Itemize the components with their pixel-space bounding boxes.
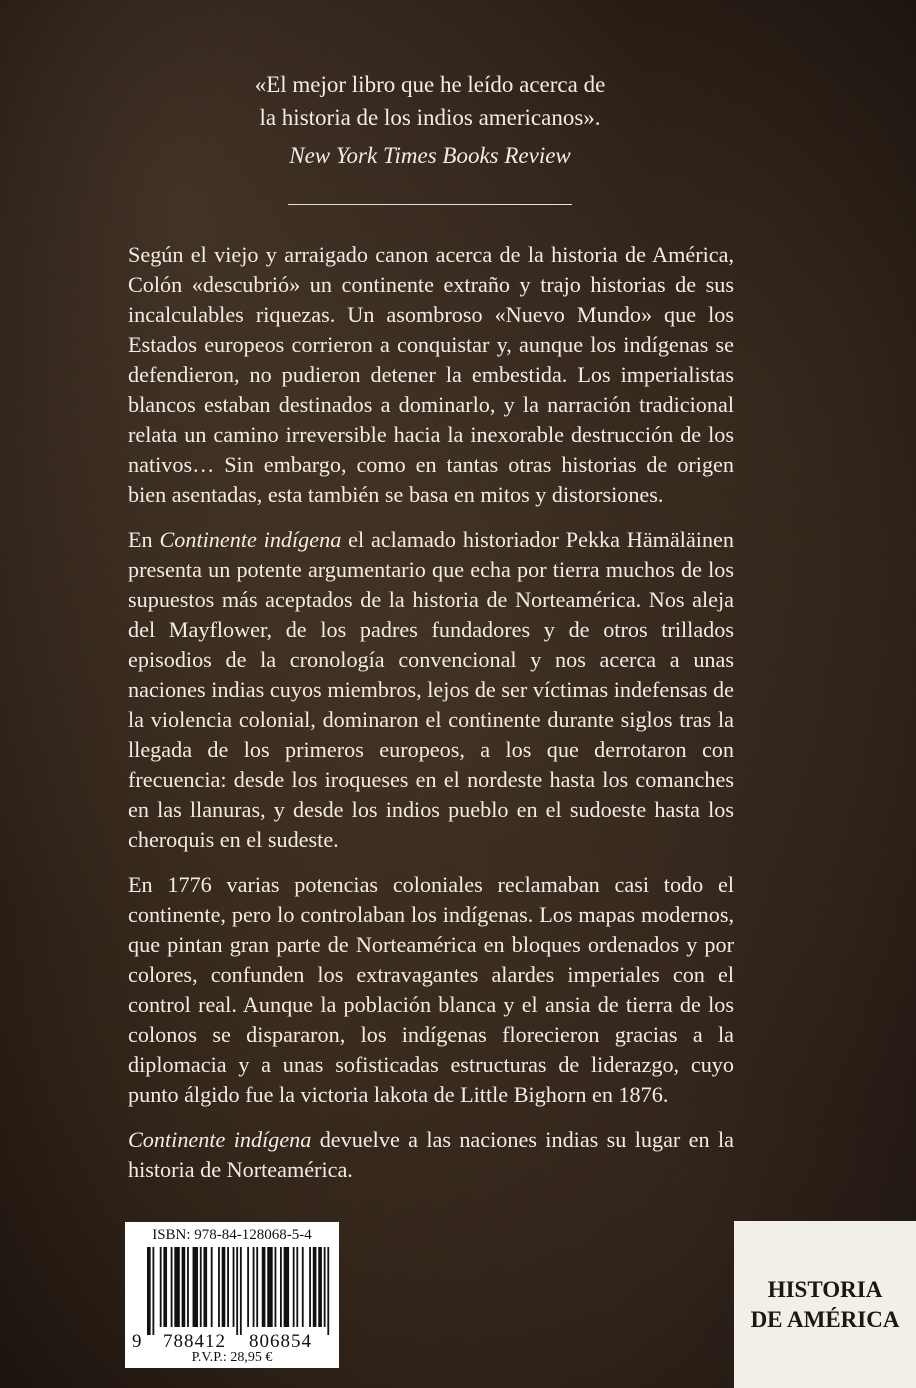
synopsis-paragraph-1: Según el viejo y arraigado canon acerca de la historia de América, Colón «descubrió» un continente extraño y trajo historias de sus incalculables riquezas. Un asombroso «Nuevo Mundo» que los Estados europeos corrieron a conquistar y, aunque los indígenas se defendieron, no pudieron detener la embestida. Los imperialistas blancos estaban destinados a dominarlo, y la narración tradicional relata un camino irreversible hacia la inexorable destrucción de los nativos… Sin embargo, como en tantas otras historias de origen bien asentadas, esta también se basa en mitos y distorsiones. bbox=[128, 242, 734, 507]
barcode-bar bbox=[318, 1247, 322, 1327]
blurb-quote-line-2: la historia de los indios americanos». bbox=[259, 105, 601, 130]
barcode-bar bbox=[182, 1247, 186, 1327]
barcode-bar bbox=[211, 1247, 213, 1327]
book-title-italic: Continente indígena bbox=[159, 527, 342, 552]
barcode-bar bbox=[262, 1247, 266, 1327]
barcode-bar bbox=[218, 1247, 220, 1327]
isbn-barcode-label bbox=[125, 1222, 339, 1368]
blurb-source: New York Times Books Review bbox=[289, 143, 571, 168]
barcode-bar bbox=[296, 1247, 298, 1327]
barcode-bar bbox=[247, 1247, 249, 1327]
barcode-bar bbox=[163, 1247, 167, 1327]
barcode-bar bbox=[280, 1247, 282, 1327]
synopsis bbox=[128, 240, 734, 1200]
barcode-bar bbox=[200, 1247, 202, 1327]
synopsis-paragraph-4 bbox=[128, 1125, 734, 1185]
barcode-bar bbox=[240, 1247, 242, 1335]
price-text: P.V.P.: 28,95 € bbox=[191, 1350, 273, 1365]
barcode-bar bbox=[302, 1247, 304, 1327]
series-label-line-2: DE AMÉRICA bbox=[750, 1306, 900, 1332]
paragraph-2-prefix: En bbox=[128, 527, 160, 552]
barcode-bar bbox=[147, 1247, 151, 1335]
barcode-bar bbox=[309, 1247, 311, 1327]
barcode-bar bbox=[203, 1247, 207, 1327]
series-label bbox=[734, 1221, 916, 1388]
synopsis-paragraph-2 bbox=[128, 525, 734, 855]
barcode-bar bbox=[174, 1247, 179, 1327]
barcode-bar bbox=[327, 1247, 329, 1335]
barcode-digits-right: 806854 bbox=[249, 1331, 312, 1352]
barcode-digits-left: 788412 bbox=[163, 1331, 226, 1352]
book-title-italic: Continente indígena bbox=[128, 1127, 312, 1152]
blurb-quote-line-1: «El mejor libro que he leído acerca de bbox=[254, 72, 606, 97]
divider-rule bbox=[288, 204, 572, 205]
barcode-bar bbox=[256, 1247, 258, 1327]
barcode-bar bbox=[187, 1247, 189, 1327]
barcode-bar bbox=[222, 1247, 226, 1327]
synopsis-paragraph-3: En 1776 varias potencias coloniales reclamaban casi todo el continente, pero lo controlaban los indígenas. Los mapas modernos, que pintan gran parte de Norteamérica en bloques ordenados y por colores, confunden los extravagantes alardes imperiales con el control real. Aunque la población blanca y el ansia de tierra de los colonos se dispararon, los indígenas florecieron gracias a la diplomacia y a unas sofisticadas estructuras de liderazgo, cuyo punto álgido fue la victoria lakota de Little Bighorn en 1876. bbox=[128, 872, 734, 1107]
barcode-bar bbox=[284, 1247, 289, 1327]
barcode-bar bbox=[253, 1247, 255, 1327]
series-label-line-1: HISTORIA bbox=[767, 1276, 883, 1302]
blurb-quote bbox=[220, 68, 640, 134]
barcode-bar bbox=[293, 1247, 295, 1327]
barcode-bar bbox=[236, 1247, 238, 1335]
barcode-bar bbox=[267, 1247, 272, 1327]
paragraph-4-body: devuelve a las naciones indias su lugar en la historia de Norteamérica. bbox=[128, 1127, 734, 1182]
barcode-bar bbox=[227, 1247, 229, 1327]
barcode-digit-first: 9 bbox=[132, 1331, 143, 1352]
barcode-bar bbox=[275, 1247, 277, 1327]
barcode-icon bbox=[147, 1247, 331, 1335]
barcode-bar bbox=[193, 1247, 198, 1327]
barcode-bar bbox=[171, 1247, 173, 1327]
barcode-bar bbox=[160, 1247, 162, 1327]
barcode-bar bbox=[233, 1247, 235, 1327]
barcode-bar bbox=[313, 1247, 317, 1327]
barcode-bar bbox=[324, 1247, 326, 1327]
paragraph-2-body: el aclamado historiador Pekka Hämäläinen presenta un potente argumentario que echa por tierra muchos de los supuestos más aceptados de la historia de Norteamérica. Nos aleja del Mayflower, de los padres fundadores y de otros trillados episodios de la cronología convencional y nos acerca a unas naciones indias cuyos miembros, lejos de ser víctimas indefensas de la violencia colonial, dominaron el continente durante siglos tras la llegada de los primeros europeos, a los que derrotaron con frecuencia: desde los iroqueses en el nordeste hasta los comanches en las llanuras, y desde los indios pueblo en el sudoeste hasta los cheroquis en el sudeste. bbox=[128, 527, 734, 852]
barcode-bar bbox=[152, 1247, 154, 1335]
isbn-text: ISBN: 978-84-128068-5-4 bbox=[152, 1227, 312, 1243]
